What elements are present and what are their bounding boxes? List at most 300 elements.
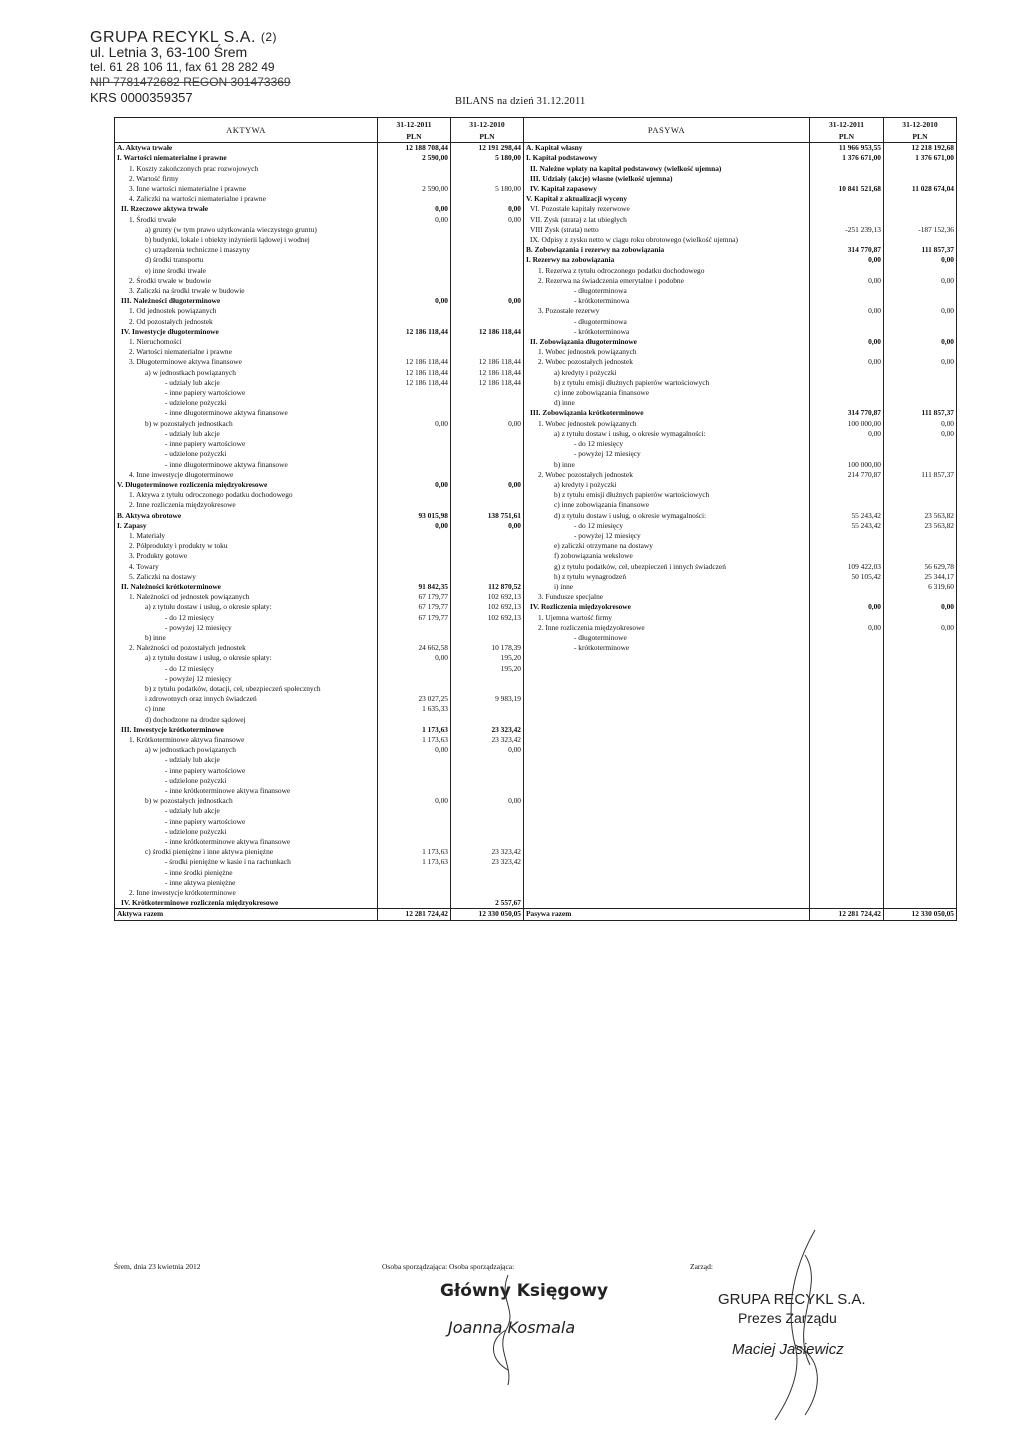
pasywa-label-cell: V. Kapitał z aktualizacji wyceny <box>524 194 810 204</box>
aktywa-label-cell: 1. Krótkoterminowe aktywa finansowe <box>115 735 378 745</box>
table-row <box>115 184 957 194</box>
aktywa-2011-cell <box>378 225 451 235</box>
aktywa-label-cell: b) budynki, lokale i obiekty inżynierii lądowej i wodnej <box>115 235 378 245</box>
stamp-phone: tel. 61 28 106 11, fax 61 28 282 49 <box>90 60 275 74</box>
pasywa-2010-cell <box>884 857 957 867</box>
pasywa-2011-cell: 50 105,42 <box>810 572 884 582</box>
aktywa-2010-cell: 2 557,67 <box>451 898 524 909</box>
aktywa-label-cell: 1. Koszty zakończonych prac rozwojowych <box>115 164 378 174</box>
aktywa-2010-cell <box>451 623 524 633</box>
pasywa-2010-cell: -187 152,36 <box>884 225 957 235</box>
pasywa-label-cell: B. Zobowiązania i rezerwy na zobowiązania <box>524 245 810 255</box>
aktywa-2010-cell <box>451 715 524 725</box>
aktywa-2010-cell <box>451 776 524 786</box>
aktywa-2011-cell: 1 173,63 <box>378 847 451 857</box>
pasywa-2010-cell <box>884 827 957 837</box>
table-row <box>115 511 957 521</box>
pasywa-label-cell <box>524 704 810 714</box>
pasywa-2011-cell: 214 770,87 <box>810 470 884 480</box>
pasywa-2011-cell: 55 243,42 <box>810 511 884 521</box>
pasywa-2010-cell <box>884 592 957 602</box>
aktywa-2011-cell <box>378 266 451 276</box>
aktywa-label-cell: b) w pozostałych jednostkach <box>115 796 378 806</box>
aktywa-label-cell: a) w jednostkach powiązanych <box>115 745 378 755</box>
aktywa-label-cell: 1. Od jednostek powiązanych <box>115 306 378 316</box>
balance-rows <box>115 143 957 909</box>
header-unit: PLN <box>378 132 451 143</box>
aktywa-2010-cell <box>451 500 524 510</box>
pasywa-label-cell <box>524 684 810 694</box>
pasywa-label-cell: - długoterminowa <box>524 317 810 327</box>
aktywa-2011-cell <box>378 245 451 255</box>
aktywa-2011-cell <box>378 898 451 909</box>
pasywa-label-cell: b) z tytułu emisji dłużnych papierów wartościowych <box>524 378 810 388</box>
aktywa-label-cell: - powyżej 12 miesięcy <box>115 674 378 684</box>
aktywa-2010-cell: 23 323,42 <box>451 725 524 735</box>
table-row <box>115 215 957 225</box>
pasywa-2011-cell <box>810 633 884 643</box>
aktywa-2010-cell <box>451 164 524 174</box>
pasywa-label-cell <box>524 878 810 888</box>
pasywa-2010-cell: 0,00 <box>884 602 957 612</box>
pasywa-label-cell <box>524 776 810 786</box>
pasywa-2010-cell: 0,00 <box>884 429 957 439</box>
pasywa-2010-cell <box>884 704 957 714</box>
aktywa-2011-cell <box>378 664 451 674</box>
pasywa-2010-cell <box>884 460 957 470</box>
aktywa-label-cell: 2. Inne rozliczenia międzyokresowe <box>115 500 378 510</box>
aktywa-2011-cell <box>378 317 451 327</box>
aktywa-2010-cell <box>451 225 524 235</box>
pasywa-2010-cell <box>884 674 957 684</box>
pasywa-2010-cell <box>884 398 957 408</box>
aktywa-2010-cell: 5 180,00 <box>451 184 524 194</box>
pasywa-label-cell: c) inne zobowiązania finansowe <box>524 388 810 398</box>
pasywa-2010-cell <box>884 215 957 225</box>
table-row <box>115 337 957 347</box>
aktywa-label-cell: c) urządzenia techniczne i maszyny <box>115 245 378 255</box>
pasywa-2011-cell: 11 966 953,55 <box>810 143 884 154</box>
pasywa-2010-cell <box>884 551 957 561</box>
aktywa-2010-cell: 12 186 118,44 <box>451 357 524 367</box>
aktywa-2011-cell <box>378 470 451 480</box>
pasywa-label-cell: IV. Kapitał zapasowy <box>524 184 810 194</box>
pasywa-2010-cell <box>884 388 957 398</box>
pasywa-label-cell <box>524 868 810 878</box>
aktywa-2011-cell <box>378 827 451 837</box>
pasywa-2010-cell <box>884 541 957 551</box>
pasywa-label-cell: 1. Wobec jednostek powiązanych <box>524 419 810 429</box>
table-row <box>115 204 957 214</box>
aktywa-2011-cell <box>378 562 451 572</box>
table-row <box>115 235 957 245</box>
pasywa-2011-cell <box>810 776 884 786</box>
table-row <box>115 735 957 745</box>
aktywa-2010-cell <box>451 255 524 265</box>
pasywa-2010-cell: 56 629,78 <box>884 562 957 572</box>
aktywa-label-cell: 1. Nieruchomości <box>115 337 378 347</box>
aktywa-2010-cell <box>451 541 524 551</box>
document-title: BILANS na dzień 31.12.2011 <box>455 96 586 107</box>
pasywa-2010-cell <box>884 439 957 449</box>
aktywa-2010-cell: 112 870,52 <box>451 582 524 592</box>
aktywa-2011-cell: 0,00 <box>378 204 451 214</box>
pasywa-2010-cell <box>884 888 957 898</box>
balance-sheet-table <box>114 117 957 921</box>
pasywa-2011-cell: 10 841 521,68 <box>810 184 884 194</box>
totals-row <box>115 909 957 920</box>
aktywa-label-cell: - udziały lub akcje <box>115 806 378 816</box>
header-aktywa: AKTYWA <box>115 118 378 143</box>
pasywa-2011-cell <box>810 490 884 500</box>
aktywa-2011-cell <box>378 868 451 878</box>
pasywa-2011-cell: 0,00 <box>810 623 884 633</box>
pasywa-2010-cell <box>884 490 957 500</box>
aktywa-2010-cell <box>451 888 524 898</box>
pasywa-2010-cell <box>884 766 957 776</box>
table-row <box>115 694 957 704</box>
header-row <box>115 118 957 133</box>
pasywa-2011-cell <box>810 766 884 776</box>
aktywa-label-cell: - powyżej 12 miesięcy <box>115 623 378 633</box>
pasywa-label-cell: i) inne <box>524 582 810 592</box>
aktywa-label-cell: II. Rzeczowe aktywa trwałe <box>115 204 378 214</box>
pasywa-2011-cell <box>810 735 884 745</box>
aktywa-label-cell: d) dochodzone na drodze sądowej <box>115 715 378 725</box>
table-row <box>115 684 957 694</box>
aktywa-2010-cell: 9 983,19 <box>451 694 524 704</box>
pasywa-label-cell: 2. Rezerwa na świadczenia emerytalne i podobne <box>524 276 810 286</box>
aktywa-label-cell: a) w jednostkach powiązanych <box>115 368 378 378</box>
pasywa-label-cell: a) kredyty i pożyczki <box>524 480 810 490</box>
aktywa-2011-cell <box>378 806 451 816</box>
pasywa-label-cell: A. Kapitał własny <box>524 143 810 154</box>
table-row <box>115 643 957 653</box>
pasywa-label-cell: - do 12 miesięcy <box>524 521 810 531</box>
aktywa-2010-cell <box>451 633 524 643</box>
table-row <box>115 500 957 510</box>
aktywa-2010-cell: 102 692,13 <box>451 602 524 612</box>
aktywa-2010-cell <box>451 388 524 398</box>
aktywa-2010-cell <box>451 286 524 296</box>
table-row <box>115 664 957 674</box>
total-aktywa-2010: 12 330 050,05 <box>451 909 524 920</box>
total-aktywa-label: Aktywa razem <box>115 909 378 920</box>
table-row <box>115 449 957 459</box>
aktywa-label-cell: - udziały lub akcje <box>115 755 378 765</box>
aktywa-2011-cell: 0,00 <box>378 296 451 306</box>
aktywa-label-cell: 4. Zaliczki na wartości niematerialne i prawne <box>115 194 378 204</box>
pasywa-label-cell: h) z tytułu wynagrodzeń <box>524 572 810 582</box>
pasywa-2011-cell: 0,00 <box>810 602 884 612</box>
aktywa-label-cell: I. Wartości niematerialne i prawne <box>115 153 378 163</box>
pasywa-2011-cell <box>810 531 884 541</box>
aktywa-2010-cell <box>451 531 524 541</box>
aktywa-label-cell: - inne długoterminowe aktywa finansowe <box>115 460 378 470</box>
table-row <box>115 143 957 154</box>
pasywa-2010-cell: 6 319,60 <box>884 582 957 592</box>
pasywa-2010-cell: 0,00 <box>884 419 957 429</box>
pasywa-2011-cell <box>810 164 884 174</box>
pasywa-label-cell: 1. Wobec jednostek powiązanych <box>524 347 810 357</box>
pasywa-2010-cell: 0,00 <box>884 255 957 265</box>
pasywa-2010-cell <box>884 817 957 827</box>
aktywa-label-cell: 3. Długoterminowe aktywa finansowe <box>115 357 378 367</box>
pasywa-2011-cell <box>810 878 884 888</box>
pasywa-2011-cell: 109 422,03 <box>810 562 884 572</box>
table-row <box>115 368 957 378</box>
total-pasywa-label: Pasywa razem <box>524 909 810 920</box>
pasywa-label-cell: - krótkoterminowe <box>524 643 810 653</box>
pasywa-label-cell: IV. Rozliczenia międzyokresowe <box>524 602 810 612</box>
pasywa-2011-cell <box>810 837 884 847</box>
aktywa-2010-cell <box>451 766 524 776</box>
aktywa-2011-cell <box>378 674 451 684</box>
company-stamp <box>90 30 291 105</box>
pasywa-2010-cell <box>884 694 957 704</box>
president-signature-scrawl <box>765 1225 845 1425</box>
aktywa-2010-cell <box>451 317 524 327</box>
aktywa-2011-cell: 0,00 <box>378 521 451 531</box>
aktywa-2010-cell <box>451 439 524 449</box>
pasywa-label-cell: g) z tytułu podatków, ceł, ubezpieczeń i innych świadczeń <box>524 562 810 572</box>
aktywa-2010-cell <box>451 429 524 439</box>
pasywa-label-cell: - powyżej 12 miesięcy <box>524 449 810 459</box>
aktywa-label-cell: 3. Produkty gotowe <box>115 551 378 561</box>
pasywa-2011-cell: 0,00 <box>810 306 884 316</box>
stamp-address: ul. Letnia 3, 63-100 Śrem <box>90 44 248 60</box>
aktywa-label-cell: - środki pieniężne w kasie i na rachunkach <box>115 857 378 867</box>
table-row <box>115 460 957 470</box>
pasywa-label-cell: 2. Inne rozliczenia międzyokresowe <box>524 623 810 633</box>
header-pasywa-2010: 31-12-2010 <box>884 118 957 133</box>
aktywa-label-cell: - udzielone pożyczki <box>115 449 378 459</box>
pasywa-2011-cell <box>810 174 884 184</box>
aktywa-2011-cell: 93 015,98 <box>378 511 451 521</box>
pasywa-2011-cell <box>810 755 884 765</box>
aktywa-label-cell: IV. Inwestycje długoterminowe <box>115 327 378 337</box>
aktywa-label-cell: - do 12 miesięcy <box>115 664 378 674</box>
aktywa-2010-cell <box>451 868 524 878</box>
aktywa-label-cell: III. Inwestycje krótkoterminowe <box>115 725 378 735</box>
aktywa-label-cell: 3. Inne wartości niematerialne i prawne <box>115 184 378 194</box>
aktywa-2010-cell: 0,00 <box>451 419 524 429</box>
pasywa-2011-cell <box>810 235 884 245</box>
president-title-stamp: Prezes Zarządu <box>738 1310 837 1326</box>
pasywa-label-cell: VIII Zysk (strata) netto <box>524 225 810 235</box>
pasywa-2010-cell <box>884 878 957 888</box>
pasywa-label-cell <box>524 725 810 735</box>
table-row <box>115 602 957 612</box>
pasywa-label-cell: VII. Zysk (strata) z lat ubiegłych <box>524 215 810 225</box>
aktywa-2011-cell <box>378 306 451 316</box>
pasywa-2010-cell <box>884 837 957 847</box>
pasywa-2010-cell <box>884 847 957 857</box>
header-unit: PLN <box>451 132 524 143</box>
table-row <box>115 429 957 439</box>
aktywa-label-cell: 2. Półprodukty i produkty w toku <box>115 541 378 551</box>
aktywa-2010-cell: 102 692,13 <box>451 592 524 602</box>
table-row <box>115 327 957 337</box>
aktywa-2010-cell: 0,00 <box>451 480 524 490</box>
pasywa-label-cell: III. Udziały (akcje) własne (wielkość ujemna) <box>524 174 810 184</box>
aktywa-label-cell: 2. Od pozostałych jednostek <box>115 317 378 327</box>
table-row <box>115 388 957 398</box>
table-row <box>115 766 957 776</box>
aktywa-label-cell: 1. Materiały <box>115 531 378 541</box>
table-row <box>115 439 957 449</box>
pasywa-2010-cell <box>884 735 957 745</box>
prepared-by-label: Osoba sporządzająca: Osoba sporządzająca: <box>382 1262 515 1271</box>
pasywa-2010-cell: 111 857,37 <box>884 408 957 418</box>
aktywa-2011-cell <box>378 837 451 847</box>
aktywa-label-cell: e) inne środki trwałe <box>115 266 378 276</box>
aktywa-2010-cell <box>451 408 524 418</box>
aktywa-2011-cell <box>378 715 451 725</box>
table-row <box>115 378 957 388</box>
table-row <box>115 827 957 837</box>
table-row <box>115 786 957 796</box>
aktywa-2011-cell <box>378 235 451 245</box>
aktywa-2011-cell <box>378 755 451 765</box>
pasywa-2011-cell <box>810 613 884 623</box>
aktywa-label-cell: 2. Środki trwałe w budowie <box>115 276 378 286</box>
aktywa-2010-cell: 0,00 <box>451 745 524 755</box>
aktywa-2011-cell <box>378 633 451 643</box>
pasywa-2011-cell <box>810 327 884 337</box>
header-aktywa-2010: 31-12-2010 <box>451 118 524 133</box>
aktywa-label-cell: 2. Inne inwestycje krótkoterminowe <box>115 888 378 898</box>
header-pasywa-2011: 31-12-2011 <box>810 118 884 133</box>
aktywa-2011-cell <box>378 786 451 796</box>
pasywa-label-cell: 1. Rezerwa z tytułu odroczonego podatku dochodowego <box>524 266 810 276</box>
header-aktywa-2011: 31-12-2011 <box>378 118 451 133</box>
pasywa-2011-cell <box>810 827 884 837</box>
aktywa-2010-cell <box>451 337 524 347</box>
aktywa-label-cell: A. Aktywa trwałe <box>115 143 378 154</box>
pasywa-2010-cell <box>884 327 957 337</box>
pasywa-2011-cell <box>810 194 884 204</box>
pasywa-label-cell: a) z tytułu dostaw i usług, o okresie wymagalności: <box>524 429 810 439</box>
aktywa-2010-cell: 23 323,42 <box>451 735 524 745</box>
table-row <box>115 592 957 602</box>
pasywa-label-cell <box>524 837 810 847</box>
pasywa-2011-cell: 100 000,00 <box>810 419 884 429</box>
aktywa-2010-cell: 0,00 <box>451 521 524 531</box>
aktywa-2010-cell: 23 323,42 <box>451 857 524 867</box>
pasywa-2011-cell <box>810 857 884 867</box>
aktywa-label-cell: a) grunty (w tym prawo użytkowania wieczystego gruntu) <box>115 225 378 235</box>
aktywa-2011-cell <box>378 174 451 184</box>
aktywa-2010-cell: 0,00 <box>451 215 524 225</box>
table-row <box>115 551 957 561</box>
aktywa-2010-cell <box>451 572 524 582</box>
table-row <box>115 276 957 286</box>
aktywa-2011-cell: 0,00 <box>378 215 451 225</box>
pasywa-2011-cell <box>810 868 884 878</box>
pasywa-2010-cell <box>884 174 957 184</box>
aktywa-label-cell: 2. Należności od pozostałych jednostek <box>115 643 378 653</box>
table-row <box>115 623 957 633</box>
table-row <box>115 194 957 204</box>
table-row <box>115 521 957 531</box>
header-unit: PLN <box>810 132 884 143</box>
stamp-krs: KRS 0000359357 <box>90 90 193 105</box>
aktywa-2010-cell <box>451 786 524 796</box>
chief-accountant-stamp: Główny Księgowy <box>440 1281 609 1301</box>
aktywa-2010-cell: 0,00 <box>451 296 524 306</box>
pasywa-2011-cell: 0,00 <box>810 357 884 367</box>
pasywa-label-cell <box>524 674 810 684</box>
aktywa-2011-cell: 1 173,63 <box>378 735 451 745</box>
pasywa-2011-cell <box>810 582 884 592</box>
table-row <box>115 317 957 327</box>
aktywa-2011-cell <box>378 388 451 398</box>
aktywa-label-cell: 1. Środki trwałe <box>115 215 378 225</box>
aktywa-label-cell: 4. Towary <box>115 562 378 572</box>
pasywa-2010-cell <box>884 286 957 296</box>
pasywa-label-cell: - krótkoterminowa <box>524 296 810 306</box>
table-row <box>115 480 957 490</box>
pasywa-2011-cell <box>810 684 884 694</box>
pasywa-label-cell <box>524 755 810 765</box>
pasywa-label-cell: d) z tytułu dostaw i usług, o okresie wymagalności: <box>524 511 810 521</box>
pasywa-label-cell <box>524 898 810 909</box>
pasywa-label-cell <box>524 694 810 704</box>
pasywa-2010-cell <box>884 776 957 786</box>
pasywa-2010-cell <box>884 500 957 510</box>
aktywa-2010-cell <box>451 684 524 694</box>
pasywa-label-cell: - długoterminowe <box>524 633 810 643</box>
aktywa-label-cell: - inne krótkoterminowe aktywa finansowe <box>115 837 378 847</box>
pasywa-2011-cell <box>810 653 884 663</box>
pasywa-2011-cell: 0,00 <box>810 276 884 286</box>
pasywa-label-cell: II. Należne wpłaty na kapitał podstawowy (wielkość ujemna) <box>524 164 810 174</box>
aktywa-label-cell: - inne aktywa pieniężne <box>115 878 378 888</box>
pasywa-2011-cell <box>810 745 884 755</box>
pasywa-2011-cell <box>810 796 884 806</box>
table-row <box>115 531 957 541</box>
table-row <box>115 817 957 827</box>
aktywa-2010-cell <box>451 827 524 837</box>
pasywa-2011-cell: 55 243,42 <box>810 521 884 531</box>
pasywa-label-cell <box>524 735 810 745</box>
pasywa-2011-cell <box>810 592 884 602</box>
table-row <box>115 633 957 643</box>
pasywa-2011-cell <box>810 347 884 357</box>
accountant-signature-scrawl <box>478 1270 538 1390</box>
aktywa-2011-cell: 12 186 118,44 <box>378 357 451 367</box>
total-pasywa-2011: 12 281 724,42 <box>810 909 884 920</box>
aktywa-label-cell: a) z tytułu dostaw i usług, o okresie spłaty: <box>115 653 378 663</box>
pasywa-2010-cell <box>884 755 957 765</box>
pasywa-2011-cell <box>810 786 884 796</box>
pasywa-2010-cell: 0,00 <box>884 276 957 286</box>
aktywa-2011-cell <box>378 449 451 459</box>
aktywa-2010-cell <box>451 470 524 480</box>
pasywa-2011-cell <box>810 398 884 408</box>
aktywa-2010-cell <box>451 276 524 286</box>
header-unit: PLN <box>884 132 957 143</box>
pasywa-2011-cell <box>810 551 884 561</box>
pasywa-2011-cell: 314 770,87 <box>810 408 884 418</box>
aktywa-2011-cell <box>378 194 451 204</box>
aktywa-2010-cell: 0,00 <box>451 204 524 214</box>
pasywa-label-cell <box>524 827 810 837</box>
pasywa-label-cell <box>524 664 810 674</box>
pasywa-2011-cell <box>810 266 884 276</box>
pasywa-label-cell <box>524 888 810 898</box>
